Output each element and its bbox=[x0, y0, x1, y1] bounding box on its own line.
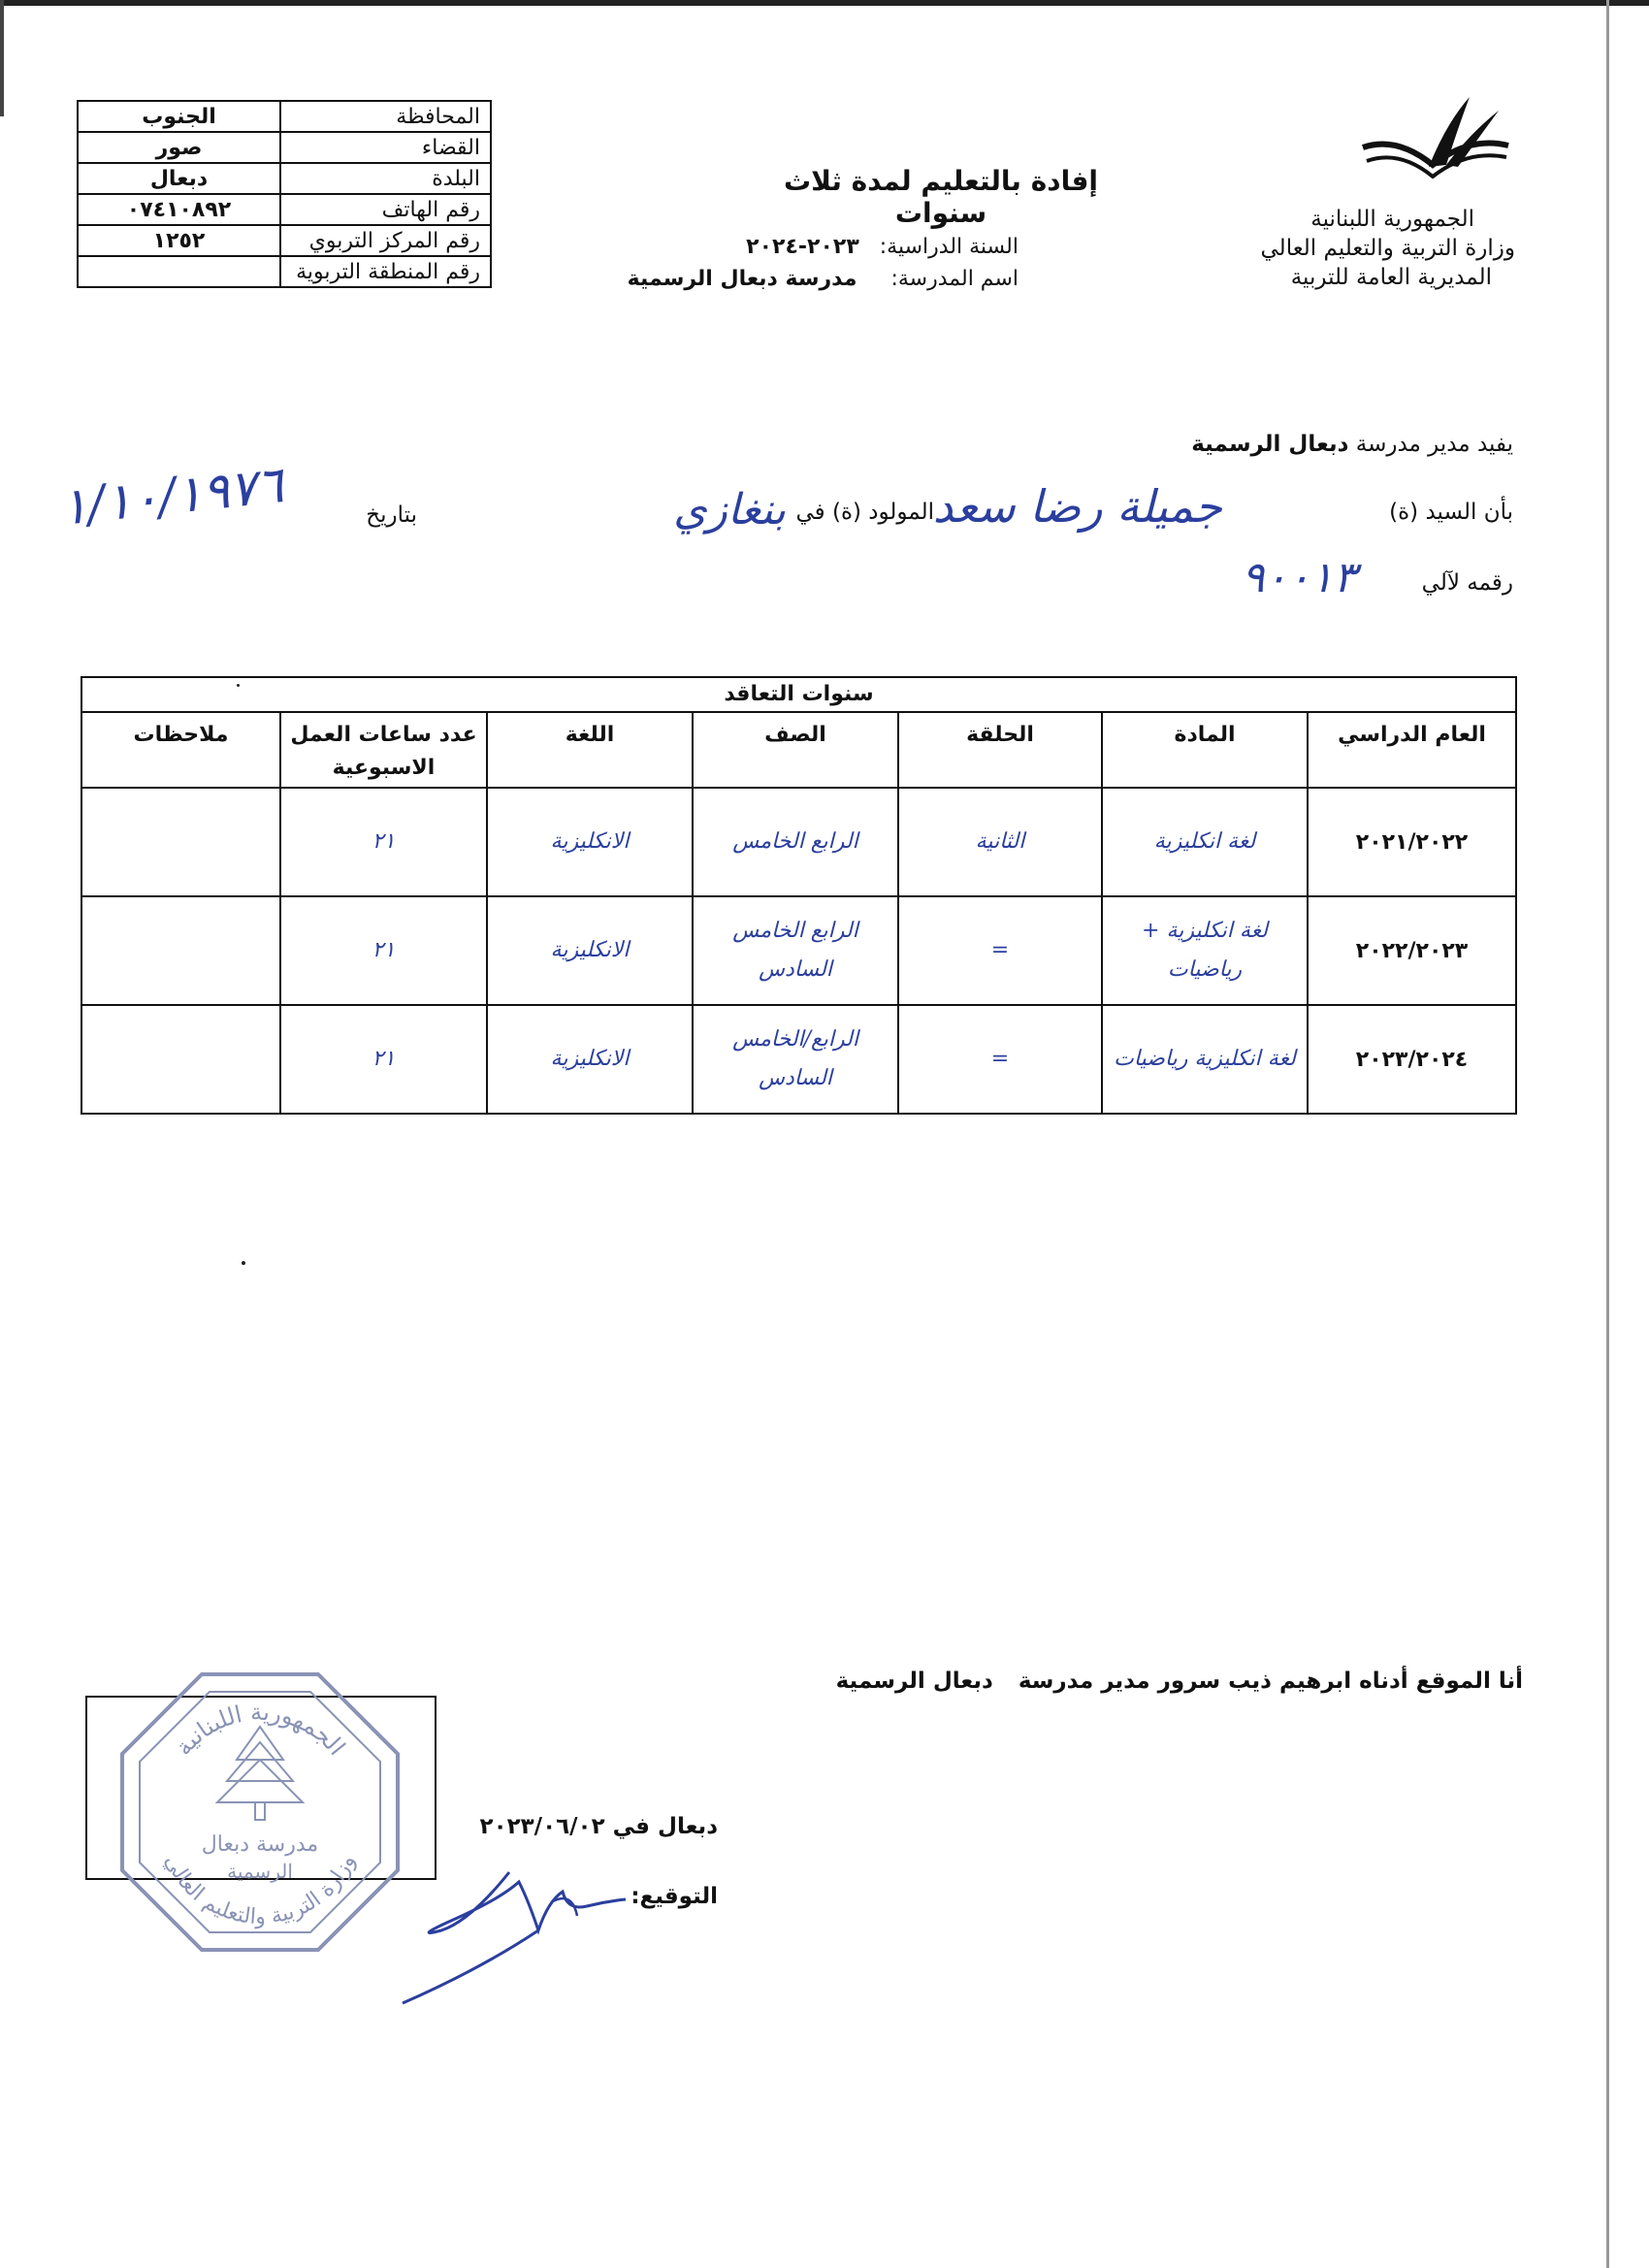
contract-cell-grade: الرابع الخامس bbox=[693, 788, 898, 896]
contract-row bbox=[81, 788, 1516, 896]
contract-cell-language: الانكليزية bbox=[487, 788, 693, 896]
contract-cell-cycle: = bbox=[898, 896, 1102, 1005]
undersigned-text: أنا الموقع أدناه ابرهيم ذيب سرور مدير مدرسة bbox=[1018, 1669, 1523, 1694]
info-value bbox=[78, 256, 280, 287]
contract-column-header: ملاحظات bbox=[81, 712, 280, 788]
handwritten-signature bbox=[393, 1863, 645, 2008]
info-value: الجنوب bbox=[78, 101, 280, 132]
undersigned-line bbox=[836, 1669, 1523, 1694]
contract-cell-subject: لغة انكليزية bbox=[1102, 788, 1308, 896]
contract-cell-subject: لغة انكليزية رياضيات bbox=[1102, 1005, 1308, 1114]
contract-cell-hours: ٢١ bbox=[280, 788, 487, 896]
stamp-inner-text-1: مدرسة دبعال bbox=[201, 1832, 319, 1857]
info-row bbox=[78, 256, 491, 287]
date-label: بتاريخ bbox=[366, 502, 417, 528]
reg-label: رقمه لآلي bbox=[1421, 570, 1513, 596]
contract-cell-year: ٢٠٢٣/٢٠٢٤ bbox=[1308, 1005, 1516, 1114]
body-line-1 bbox=[1191, 432, 1513, 457]
contract-header-row bbox=[81, 712, 1516, 788]
document-title: إفادة بالتعليم لمدة ثلاث سنوات bbox=[783, 165, 1099, 229]
stamp-outer-text: الجمهورية اللبنانية bbox=[170, 1698, 351, 1761]
info-value: ٠٧٤١٠٨٩٢ bbox=[78, 194, 280, 225]
contract-column-header: عدد ساعات العمل الاسبوعية bbox=[280, 712, 487, 788]
contract-cell-notes bbox=[81, 1005, 280, 1114]
stamp-bottom-text: وزارة التربية والتعليم العالي bbox=[159, 1851, 361, 1930]
header-directorate: المديرية العامة للتربية bbox=[1290, 265, 1492, 290]
contract-cell-grade: الرابع/الخامس السادس bbox=[693, 1005, 898, 1114]
info-table bbox=[77, 100, 492, 288]
born-label: المولود (ة) في bbox=[795, 500, 934, 525]
header-ministry: وزارة التربية والتعليم العالي bbox=[1260, 236, 1515, 261]
contract-table bbox=[81, 676, 1517, 1115]
info-label: رقم الهاتف bbox=[280, 194, 491, 225]
contract-cell-notes bbox=[81, 896, 280, 1005]
info-label: رقم المنطقة التربوية bbox=[280, 256, 491, 287]
header-republic: الجمهورية اللبنانية bbox=[1310, 207, 1474, 232]
body-line-1-school: دبعال الرسمية bbox=[1191, 432, 1349, 457]
academic-year-value: ٢٠٢٣-٢٠٢٤ bbox=[746, 235, 859, 259]
contract-cell-hours: ٢١ bbox=[280, 1005, 487, 1114]
info-value: دبعال bbox=[78, 163, 280, 194]
scan-dot bbox=[242, 1261, 245, 1265]
contract-column-header: المادة bbox=[1102, 712, 1308, 788]
signature-label: التوقيع: bbox=[630, 1884, 718, 1909]
info-row bbox=[78, 163, 491, 194]
contract-column-header: العام الدراسي bbox=[1308, 712, 1516, 788]
info-label: القضاء bbox=[280, 132, 491, 163]
contract-row bbox=[81, 896, 1516, 1005]
info-label: المحافظة bbox=[280, 101, 491, 132]
info-value: صور bbox=[78, 132, 280, 163]
school-name-value: مدرسة دبعال الرسمية bbox=[627, 267, 857, 291]
info-value: ١٢٥٢ bbox=[78, 225, 280, 256]
ministry-logo-icon bbox=[1353, 89, 1518, 191]
contract-cell-notes bbox=[81, 788, 280, 896]
birthplace-handwritten: بنغازي bbox=[673, 485, 786, 535]
body-line-1-prefix: يفيد مدير مدرسة bbox=[1355, 432, 1513, 457]
undersigned-school: دبعال الرسمية bbox=[835, 1669, 993, 1694]
contract-cell-year: ٢٠٢٢/٢٠٢٣ bbox=[1308, 896, 1516, 1005]
school-name-line bbox=[628, 267, 1018, 291]
scan-edge-top bbox=[0, 0, 1649, 6]
contract-row bbox=[81, 1005, 1516, 1114]
reg-handwritten: ٩٠٠١٣ bbox=[1242, 553, 1357, 602]
info-label: البلدة bbox=[280, 163, 491, 194]
scan-edge-left bbox=[0, 0, 4, 116]
stamp-inner-text-2: الرسمية bbox=[227, 1860, 293, 1883]
school-name-label: اسم المدرسة: bbox=[890, 267, 1018, 291]
scan-edge-right bbox=[1606, 0, 1609, 2268]
contract-cell-language: الانكليزية bbox=[487, 1005, 693, 1114]
cedar-tree-icon bbox=[217, 1727, 303, 1820]
scan-dot bbox=[237, 684, 240, 687]
info-row bbox=[78, 194, 491, 225]
info-row bbox=[78, 101, 491, 132]
academic-year-line bbox=[746, 235, 1018, 259]
contract-column-header: الصف bbox=[693, 712, 898, 788]
date-place-line: دبعال في ٢٠٢٣/٠٦/٠٢ bbox=[479, 1814, 718, 1839]
mr-label: بأن السيد (ة) bbox=[1389, 500, 1513, 525]
academic-year-label: السنة الدراسية: bbox=[879, 235, 1018, 259]
info-row bbox=[78, 225, 491, 256]
contract-cell-cycle: الثانية bbox=[898, 788, 1102, 896]
contract-cell-hours: ٢١ bbox=[280, 896, 487, 1005]
contract-table-title: سنوات التعاقد bbox=[81, 677, 1516, 712]
birthdate-handwritten: ١/١٠/١٩٧٦ bbox=[57, 456, 287, 537]
official-stamp bbox=[114, 1667, 405, 1958]
info-label: رقم المركز التربوي bbox=[280, 225, 491, 256]
contract-column-header: الحلقة bbox=[898, 712, 1102, 788]
contract-cell-cycle: = bbox=[898, 1005, 1102, 1114]
contract-column-header: اللغة bbox=[487, 712, 693, 788]
name-handwritten: جميلة رضا سعد bbox=[932, 480, 1222, 533]
contract-cell-grade: الرابع الخامس السادس bbox=[693, 896, 898, 1005]
contract-cell-subject: لغة انكليزية + رياضيات bbox=[1102, 896, 1308, 1005]
info-row bbox=[78, 132, 491, 163]
contract-cell-year: ٢٠٢١/٢٠٢٢ bbox=[1308, 788, 1516, 896]
contract-cell-language: الانكليزية bbox=[487, 896, 693, 1005]
